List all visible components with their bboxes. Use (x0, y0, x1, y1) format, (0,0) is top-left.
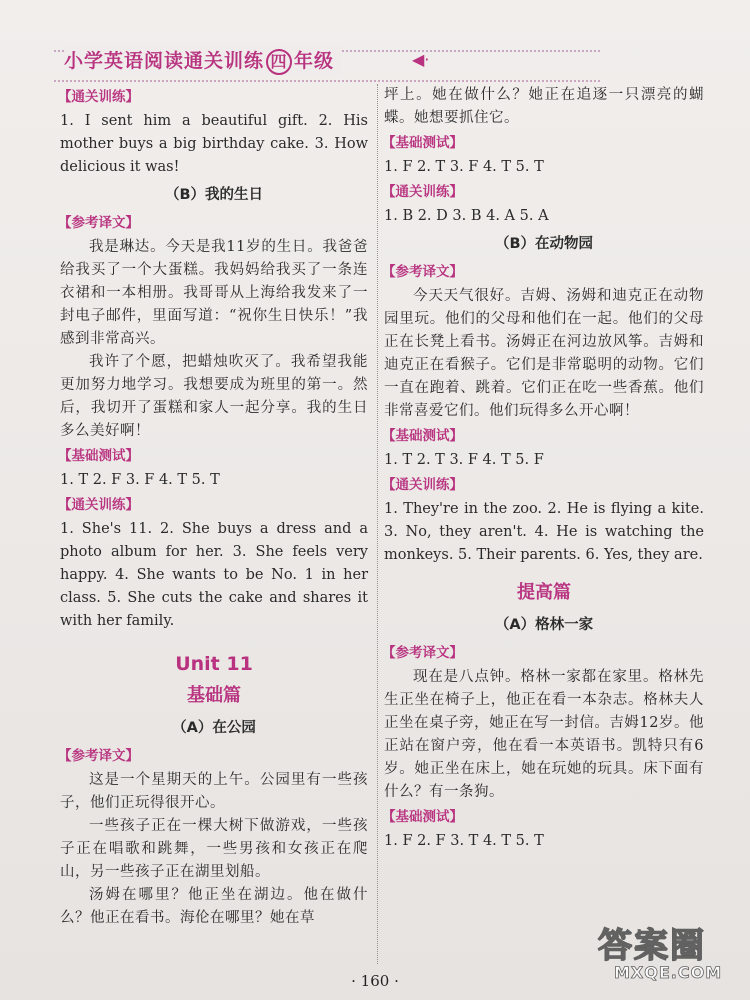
section-b-title: （B）在动物园 (494, 236, 594, 252)
translation-paragraph: 这是一个星期天的上午。公园里有一些孩子，他们正玩得很开心。 (60, 772, 368, 811)
tongguan-answers: 1. I sent him a beautiful gift. 2. His mother buys a big birthday cake. 3. How delicious it was! (60, 113, 368, 175)
tongguan-answers: 1. She's 11. 2. She buys a dress and a photo album for her. 3. She feels very happy. 4. She wants to be No. 1 in her class. 5. She cuts the cake and shares it with her family. (60, 521, 368, 629)
section-b-title: （B）我的生日 (164, 187, 264, 203)
reference-translation-label: 【 参考译文 】 (382, 261, 463, 284)
tongguan-label: 【 通关训练 】 (58, 86, 139, 109)
tongguan-answers: 1. B 2. D 3. B 4. A 5. A (384, 208, 549, 224)
right-column (384, 84, 704, 853)
advanced-section-title: 提高篇 (517, 582, 571, 603)
watermark-logo-text: 答案圈 (598, 926, 706, 966)
tongguan-label: 【 通关训练 】 (382, 474, 463, 497)
translation-paragraph: 一些孩子正在一棵大树下做游戏，一些孩子正在唱歌和跳舞，一些男孩和女孩正在爬山，另一些孩子正在湖里划船。 (60, 818, 368, 880)
watermark-url: MXQE.COM (614, 963, 723, 982)
jichu-label: 【 基础测试 】 (382, 425, 463, 448)
jichu-answers: 1. F 2. F 3. T 4. T 5. T (384, 833, 544, 849)
header-arrow-icon: ◀· (412, 50, 430, 69)
basic-section-title: 基础篇 (187, 685, 241, 706)
tongguan-label: 【 通关训练 】 (382, 181, 463, 204)
section-a-title: （A）格林一家 (494, 617, 594, 633)
site-watermark (598, 918, 748, 998)
tongguan-label: 【 通关训练 】 (58, 494, 139, 517)
page-number: · 160 · (351, 972, 399, 990)
translation-paragraph: 今天天气很好。吉姆、汤姆和迪克正在动物园里玩。他们的父母和他们在一起。他们的父母正在长凳上看书。汤姆正在河边放风筝。吉姆和迪克正在看猴子。它们是非常聪明的动物。它们一直在跑着、跳着。它们正在吃一些香蕉。他们非常喜爱它们。他们玩得多么开心啊！ (384, 288, 704, 419)
page-header (40, 34, 600, 84)
jichu-answers: 1. T 2. F 3. F 4. T 5. T (60, 472, 220, 488)
reference-translation-label: 【 参考译文 】 (58, 212, 139, 235)
jichu-answers: 1. F 2. T 3. F 4. T 5. T (384, 159, 544, 175)
translation-paragraph: 汤姆在哪里？他正坐在湖边。他在做什么？他正在看书。海伦在哪里？她在草 (60, 887, 368, 926)
tongguan-answers: 1. They're in the zoo. 2. He is flying a kite. 3. No, they aren't. 4. He is watching the monkeys. 5. Their parents. 6. Yes, they are. (384, 501, 704, 563)
jichu-label: 【 基础测试 】 (382, 806, 463, 829)
continued-paragraph: 坪上。她在做什么？她正在追逐一只漂亮的蝴蝶。她想要抓住它。 (384, 87, 704, 126)
translation-paragraph: 我是琳达。今天是我11岁的生日。我爸爸给我买了一个大蛋糕。我妈妈给我买了一条连衣裙和一本相册。我哥哥从上海给我发来了一封电子邮件，里面写道：“祝你生日快乐！”我感到非常高兴。 (60, 239, 368, 347)
section-a-title: （A）在公园 (172, 720, 256, 736)
jichu-label: 【 基础测试 】 (58, 445, 139, 468)
header-title-prefix: 小学英语阅读通关训练 (64, 50, 265, 72)
reference-translation-label: 【 参考译文 】 (382, 642, 463, 665)
reference-translation-label: 【 参考译文 】 (58, 745, 139, 768)
translation-paragraph: 现在是八点钟。格林一家都在家里。格林先生正坐在椅子上，他正在看一本杂志。格林夫人正坐在桌子旁，她正在写一封信。吉姆12岁。他正站在窗户旁，他在看一本英语书。凯特只有6岁。她正坐在床上，她在玩她的玩具。床下面有什么？有一条狗。 (384, 669, 704, 800)
left-column (60, 84, 368, 930)
translation-paragraph: 我许了个愿，把蜡烛吹灭了。我希望我能更加努力地学习。我想要成为班里的第一。然后，我切开了蛋糕和家人一起分享。我的生日多么美好啊！ (60, 354, 368, 439)
header-title-suffix: 年级 (294, 50, 335, 72)
column-divider (377, 84, 378, 964)
header-title (64, 46, 342, 75)
unit-title: Unit 11 (175, 653, 253, 675)
jichu-answers: 1. T 2. T 3. F 4. T 5. F (384, 452, 544, 468)
grade-circle: 四 (266, 49, 292, 75)
jichu-label: 【 基础测试 】 (382, 132, 463, 155)
